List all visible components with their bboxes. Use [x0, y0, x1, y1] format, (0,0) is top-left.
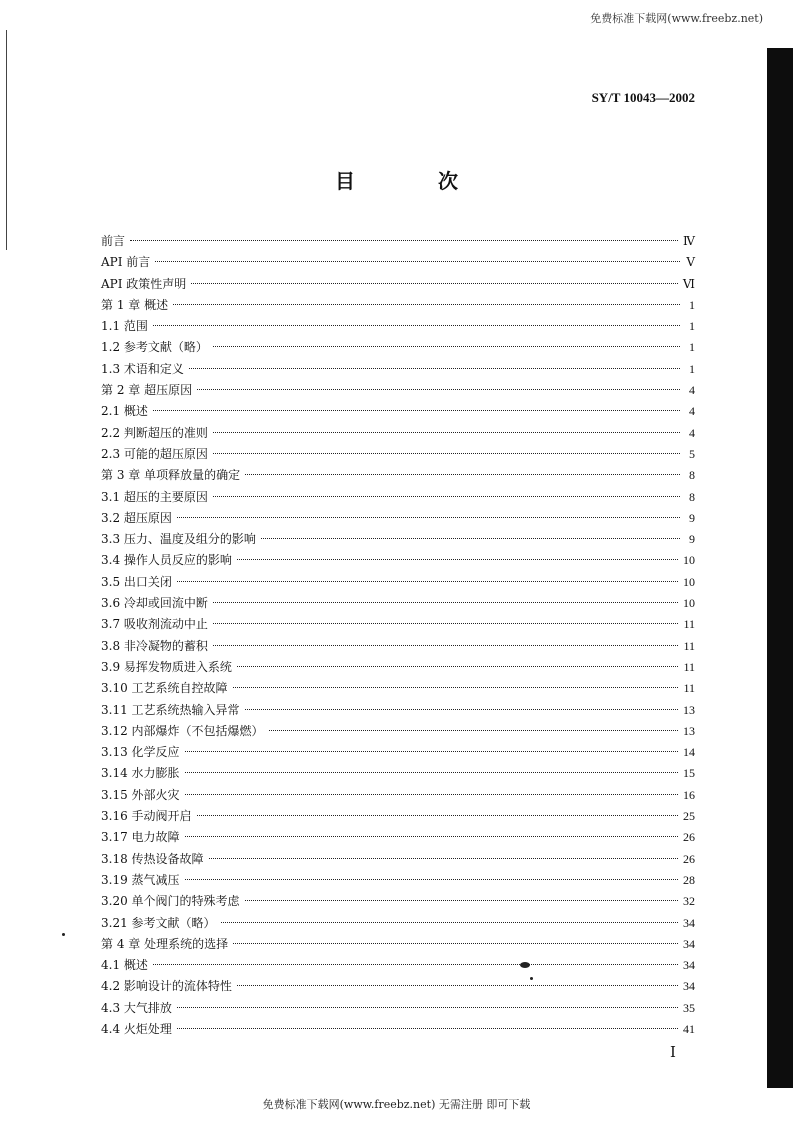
toc-entry-label: 4.3 大气排放 — [101, 1000, 172, 1015]
toc-entry-page: 4 — [689, 404, 695, 419]
toc-entry-label: 4.1 概述 — [101, 958, 148, 973]
toc-entry-page: 9 — [689, 510, 695, 525]
toc-entry — [101, 806, 695, 827]
toc-entry — [101, 295, 695, 316]
toc-entry-label: 3.16 手动阀开启 — [101, 809, 192, 824]
toc-entry-page: 1 — [689, 319, 695, 334]
toc-entry-label: 3.17 电力故障 — [101, 830, 180, 845]
toc-entry — [101, 891, 695, 912]
toc-entry — [101, 870, 695, 891]
toc-entry — [101, 763, 695, 784]
toc-leader-dots — [189, 368, 680, 369]
toc-entry — [101, 934, 695, 955]
toc-leader-dots — [237, 666, 679, 667]
toc-entry — [101, 721, 695, 742]
toc-entry-label: 3.8 非冷凝物的蓄积 — [101, 638, 208, 653]
toc-leader-dots — [213, 645, 679, 646]
toc-entry-page: 28 — [683, 872, 695, 887]
toc-entry — [101, 657, 695, 678]
toc-entry-label: 1.2 参考文献（略） — [101, 340, 208, 355]
toc-entry-label: 第 1 章 概述 — [101, 297, 169, 312]
toc-entry-label: 2.3 可能的超压原因 — [101, 446, 208, 461]
toc-entry-page: 15 — [683, 766, 695, 781]
toc-leader-dots — [191, 283, 678, 284]
toc-entry-page: 8 — [689, 468, 695, 483]
toc-entry — [101, 252, 695, 273]
toc-leader-dots — [153, 964, 678, 965]
toc-entry-label: 3.9 易挥发物质进入系统 — [101, 659, 232, 674]
toc-leader-dots — [237, 985, 678, 986]
toc-entry-label: 1.1 范围 — [101, 319, 148, 334]
toc-entry-page: 10 — [683, 596, 695, 611]
toc-entry-page: 11 — [683, 638, 695, 653]
toc-leader-dots — [177, 581, 678, 582]
toc-leader-dots — [213, 346, 680, 347]
toc-entry — [101, 913, 695, 934]
toc-entry-label: 前言 — [101, 234, 126, 248]
toc-leader-dots — [245, 900, 678, 901]
toc-entry-page: 8 — [689, 489, 695, 504]
toc-entry — [101, 998, 695, 1019]
toc-entry — [101, 827, 695, 848]
toc-entry — [101, 359, 695, 380]
toc-entry-page: Ⅴ — [686, 255, 695, 270]
scan-speck — [520, 962, 530, 968]
toc-leader-dots — [237, 559, 678, 560]
toc-leader-dots — [153, 325, 680, 326]
toc-entry-label: 1.3 术语和定义 — [101, 361, 184, 376]
toc-entry-label: 3.15 外部火灾 — [101, 787, 180, 802]
toc-leader-dots — [130, 240, 678, 241]
toc-entry — [101, 423, 695, 444]
toc-entry — [101, 550, 695, 571]
toc-entry — [101, 487, 695, 508]
table-of-contents — [101, 231, 695, 1040]
toc-entry-label: 3.5 出口关闭 — [101, 574, 172, 589]
toc-entry-label: 3.21 参考文献（略） — [101, 915, 216, 930]
toc-leader-dots — [213, 453, 680, 454]
toc-entry-page: 4 — [689, 425, 695, 440]
toc-entry — [101, 785, 695, 806]
toc-entry-page: 34 — [683, 936, 695, 951]
toc-entry — [101, 678, 695, 699]
toc-entry-label: 3.12 内部爆炸（不包括爆燃） — [101, 723, 264, 738]
toc-entry-page: 1 — [689, 297, 695, 312]
toc-leader-dots — [185, 772, 678, 773]
toc-entry-page: 13 — [683, 723, 695, 738]
toc-entry — [101, 976, 695, 997]
toc-entry-page: 16 — [683, 787, 695, 802]
toc-entry — [101, 465, 695, 486]
scan-speck — [62, 933, 65, 936]
toc-entry-label: 3.4 操作人员反应的影响 — [101, 553, 232, 568]
scan-speck — [530, 977, 533, 980]
toc-entry-page: 26 — [683, 830, 695, 845]
toc-leader-dots — [185, 794, 678, 795]
toc-entry-page: 26 — [683, 851, 695, 866]
toc-entry-page: 34 — [683, 958, 695, 973]
toc-entry-page: 32 — [683, 894, 695, 909]
toc-entry-page: 34 — [683, 979, 695, 994]
toc-entry-label: 3.10 工艺系统自控故障 — [101, 681, 228, 696]
toc-leader-dots — [177, 517, 680, 518]
toc-leader-dots — [197, 389, 680, 390]
toc-leader-dots — [213, 496, 680, 497]
toc-entry-label: 2.2 判断超压的准则 — [101, 425, 208, 440]
toc-leader-dots — [213, 623, 679, 624]
toc-entry-page: 25 — [683, 809, 695, 824]
toc-leader-dots — [153, 410, 680, 411]
toc-entry — [101, 508, 695, 529]
toc-entry-page: Ⅵ — [682, 276, 695, 291]
toc-entry — [101, 572, 695, 593]
toc-entry-label: 3.11 工艺系统热输入异常 — [101, 702, 240, 717]
left-scan-rule — [6, 30, 7, 250]
toc-entry-page: 1 — [689, 361, 695, 376]
toc-entry-page: 34 — [683, 915, 695, 930]
toc-entry — [101, 274, 695, 295]
toc-entry-label: 3.7 吸收剂流动中止 — [101, 617, 208, 632]
toc-entry-label: 2.1 概述 — [101, 404, 148, 419]
toc-leader-dots — [197, 815, 678, 816]
toc-entry — [101, 231, 695, 252]
toc-leader-dots — [177, 1007, 678, 1008]
toc-entry — [101, 380, 695, 401]
toc-leader-dots — [185, 751, 678, 752]
toc-leader-dots — [209, 858, 678, 859]
toc-leader-dots — [173, 304, 680, 305]
toc-entry-label: API 政策性声明 — [101, 276, 187, 291]
toc-entry-label: 3.18 传热设备故障 — [101, 851, 204, 866]
toc-leader-dots — [245, 474, 680, 475]
toc-entry-page: 11 — [683, 681, 695, 696]
toc-entry-label: 第 4 章 处理系统的选择 — [101, 936, 229, 951]
toc-leader-dots — [213, 432, 680, 433]
toc-entry-label: 第 2 章 超压原因 — [101, 383, 193, 398]
toc-entry-page: 14 — [683, 745, 695, 760]
toc-entry-page: 1 — [689, 340, 695, 355]
bottom-watermark: 免费标准下载网(www.freebz.net) 无需注册 即可下载 — [262, 1098, 531, 1111]
toc-leader-dots — [233, 943, 678, 944]
toc-entry — [101, 593, 695, 614]
toc-entry — [101, 529, 695, 550]
toc-entry-label: 4.4 火炬处理 — [101, 1021, 172, 1036]
toc-leader-dots — [269, 730, 678, 731]
toc-entry-label: 3.3 压力、温度及组分的影响 — [101, 532, 256, 547]
toc-entry-page: 13 — [683, 702, 695, 717]
toc-entry-page: 11 — [683, 659, 695, 674]
toc-entry-page: 9 — [689, 532, 695, 547]
toc-entry-page: 41 — [683, 1021, 695, 1036]
scan-edge-bar — [767, 48, 793, 1088]
toc-entry-label: 3.13 化学反应 — [101, 745, 180, 760]
toc-entry — [101, 700, 695, 721]
page-number: Ⅰ — [670, 1045, 676, 1061]
top-watermark: 免费标准下载网(www.freebz.net) — [590, 12, 763, 25]
toc-entry-page: 10 — [683, 574, 695, 589]
toc-entry-label: 3.1 超压的主要原因 — [101, 489, 208, 504]
toc-entry — [101, 849, 695, 870]
toc-entry — [101, 401, 695, 422]
toc-leader-dots — [185, 836, 678, 837]
page-title: 目 次 — [335, 169, 496, 193]
toc-leader-dots — [213, 602, 678, 603]
standard-code: SY/T 10043—2002 — [591, 90, 695, 105]
toc-entry-label: 3.6 冷却或回流中断 — [101, 596, 208, 611]
toc-entry-page: 10 — [683, 553, 695, 568]
toc-leader-dots — [245, 709, 678, 710]
toc-entry-page: 4 — [689, 383, 695, 398]
toc-entry-label: 4.2 影响设计的流体特性 — [101, 979, 232, 994]
toc-leader-dots — [261, 538, 680, 539]
toc-entry — [101, 444, 695, 465]
toc-entry-page: 35 — [683, 1000, 695, 1015]
toc-leader-dots — [185, 879, 678, 880]
toc-entry-page: 11 — [683, 617, 695, 632]
toc-leader-dots — [155, 261, 680, 262]
toc-entry — [101, 742, 695, 763]
toc-entry-label: 第 3 章 单项释放量的确定 — [101, 468, 241, 483]
toc-leader-dots — [233, 687, 679, 688]
toc-entry-page: Ⅳ — [683, 234, 695, 248]
toc-entry — [101, 955, 695, 976]
toc-entry — [101, 1019, 695, 1040]
toc-entry-label: 3.14 水力膨胀 — [101, 766, 180, 781]
toc-leader-dots — [221, 922, 678, 923]
toc-entry-label: 3.19 蒸气减压 — [101, 872, 180, 887]
toc-leader-dots — [177, 1028, 678, 1029]
toc-entry-label: API 前言 — [101, 255, 151, 270]
toc-entry-page: 5 — [689, 446, 695, 461]
toc-entry — [101, 636, 695, 657]
toc-entry-label: 3.2 超压原因 — [101, 510, 172, 525]
toc-entry — [101, 337, 695, 358]
toc-entry — [101, 614, 695, 635]
toc-entry — [101, 316, 695, 337]
toc-entry-label: 3.20 单个阀门的特殊考虑 — [101, 894, 240, 909]
